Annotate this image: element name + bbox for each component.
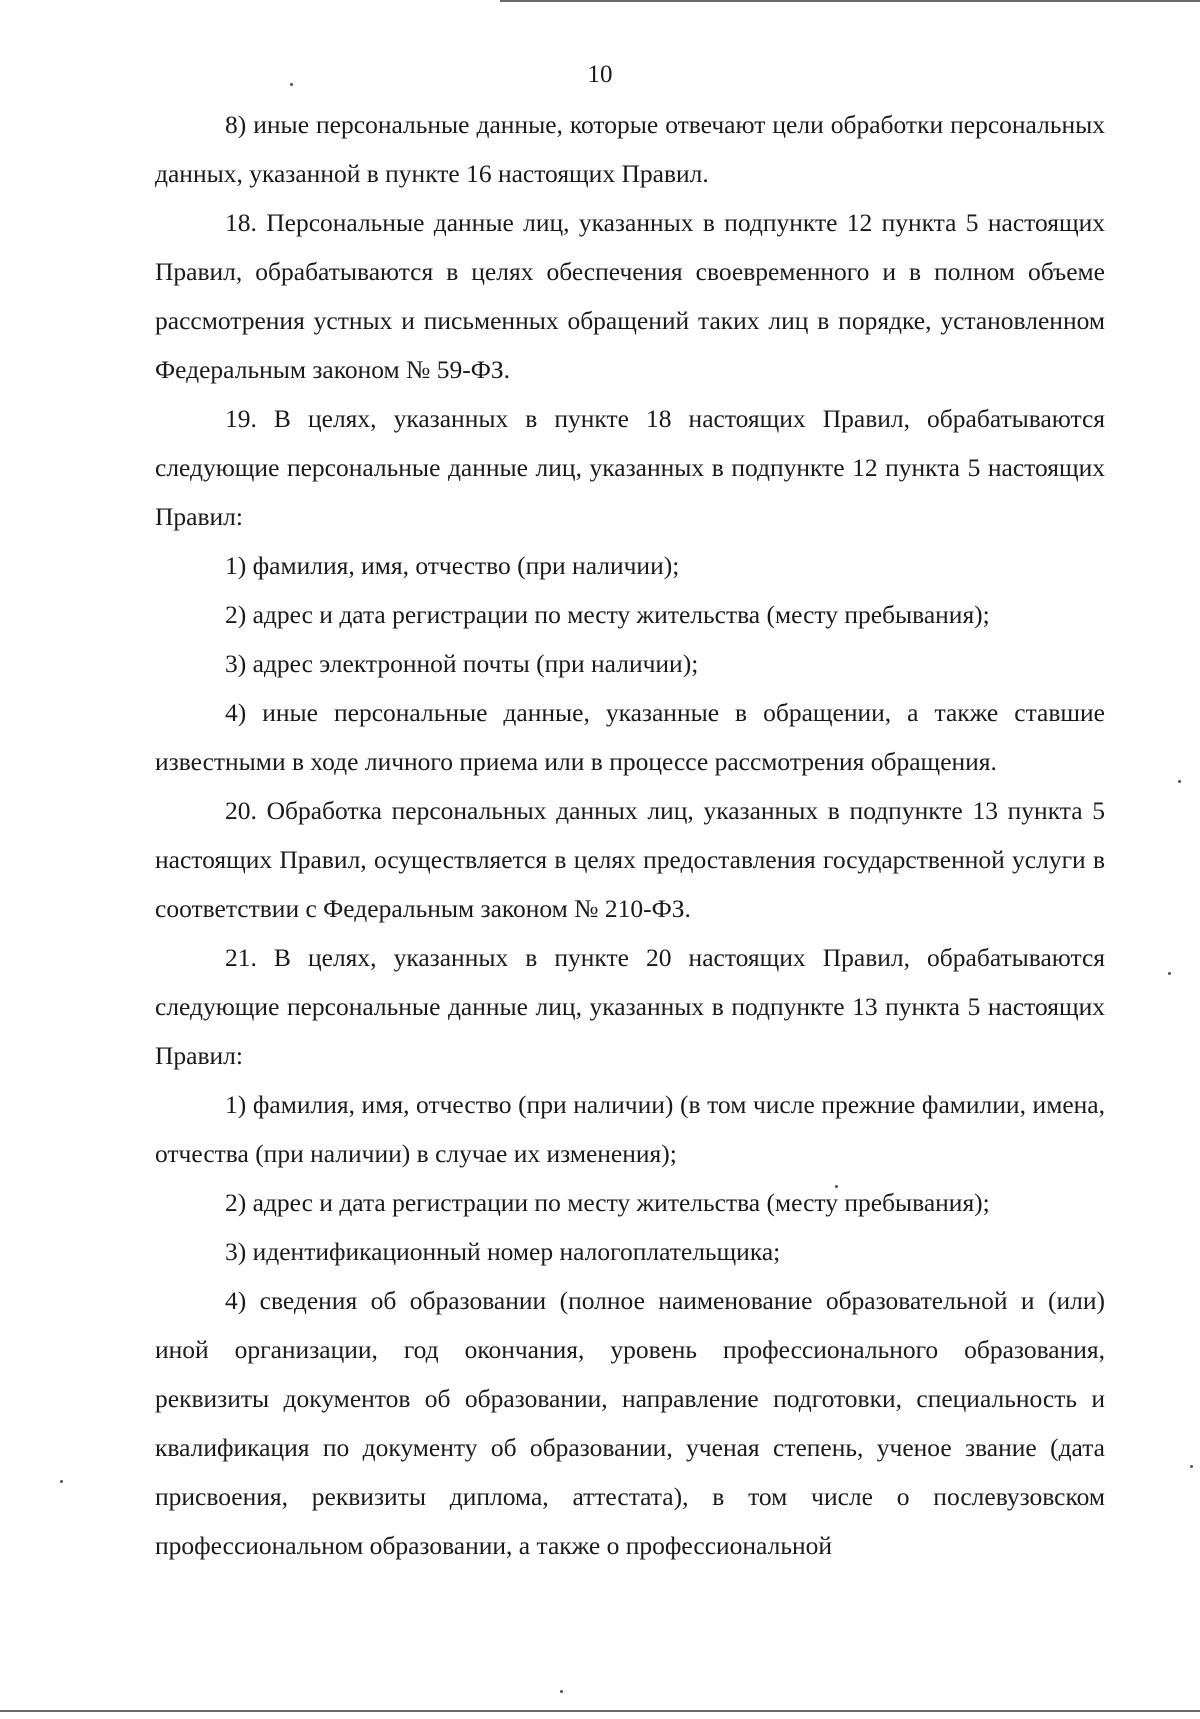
list-item: 4) иные персональные данные, указанные в обращении, а также ставшие известными в ходе личного приема или в процессе рассмотрения обращения. xyxy=(155,698,1105,776)
list-item: 4) сведения об образовании (полное наименование образовательной и (или) иной организации, год окончания, уровень профессионального образования, реквизиты документов об образовании, направление подготовки, специальность и квалификация по документу об образовании, ученая степень, ученое звание (дата присвоения, реквизиты диплома, аттестата), в том числе о послевузовском профессиональном образовании, а также о профессиональной xyxy=(155,1286,1105,1560)
list-item: 2) адрес и дата регистрации по месту жительства (месту пребывания); xyxy=(225,600,990,629)
paragraph-clause-20: 20. Обработка персональных данных лиц, указанных в подпункте 13 пункта 5 настоящих Правил, осуществляется в целях предоставления государственной услуги в соответствии с Федеральным законом № 210-ФЗ. xyxy=(155,796,1105,923)
list-item: 1) фамилия, имя, отчество (при наличии); xyxy=(225,551,680,580)
scan-edge-bottom xyxy=(0,1710,1200,1712)
paragraph-clause-19: 19. В целях, указанных в пункте 18 настоящих Правил, обрабатываются следующие персональные данные лиц, указанных в подпункте 12 пункта 5 настоящих Правил: xyxy=(155,404,1105,531)
list-item: 3) идентификационный номер налогоплательщика; xyxy=(225,1237,781,1266)
paragraph-clause-21: 21. В целях, указанных в пункте 20 настоящих Правил, обрабатываются следующие персональные данные лиц, указанных в подпункте 13 пункта 5 настоящих Правил: xyxy=(155,943,1105,1070)
scan-speck xyxy=(835,1185,838,1188)
scan-speck xyxy=(1190,1465,1193,1468)
scan-speck xyxy=(290,83,293,86)
list-item: 3) адрес электронной почты (при наличии); xyxy=(225,649,699,678)
scan-speck xyxy=(1178,780,1181,783)
list-item: 1) фамилия, имя, отчество (при наличии) (в том числе прежние фамилии, имена, отчества (при наличии) в случае их изменения); xyxy=(155,1090,1105,1168)
paragraph-clause-18: 18. Персональные данные лиц, указанных в подпункте 12 пункта 5 настоящих Правил, обрабатываются в целях обеспечения своевременного и в полном объеме рассмотрения устных и письменных обращений таких лиц в порядке, установленном Федеральным законом № 59-ФЗ. xyxy=(155,208,1105,384)
scan-speck xyxy=(60,1480,63,1483)
document-body xyxy=(155,100,1105,1570)
scan-edge-top xyxy=(500,0,1200,2)
scan-speck xyxy=(560,1690,563,1693)
page-number: 10 xyxy=(587,61,613,88)
paragraph-item-8: 8) иные персональные данные, которые отвечают цели обработки персональных данных, указанной в пункте 16 настоящих Правил. xyxy=(155,110,1105,188)
scan-speck xyxy=(1168,972,1171,975)
list-item: 2) адрес и дата регистрации по месту жительства (месту пребывания); xyxy=(225,1188,990,1217)
